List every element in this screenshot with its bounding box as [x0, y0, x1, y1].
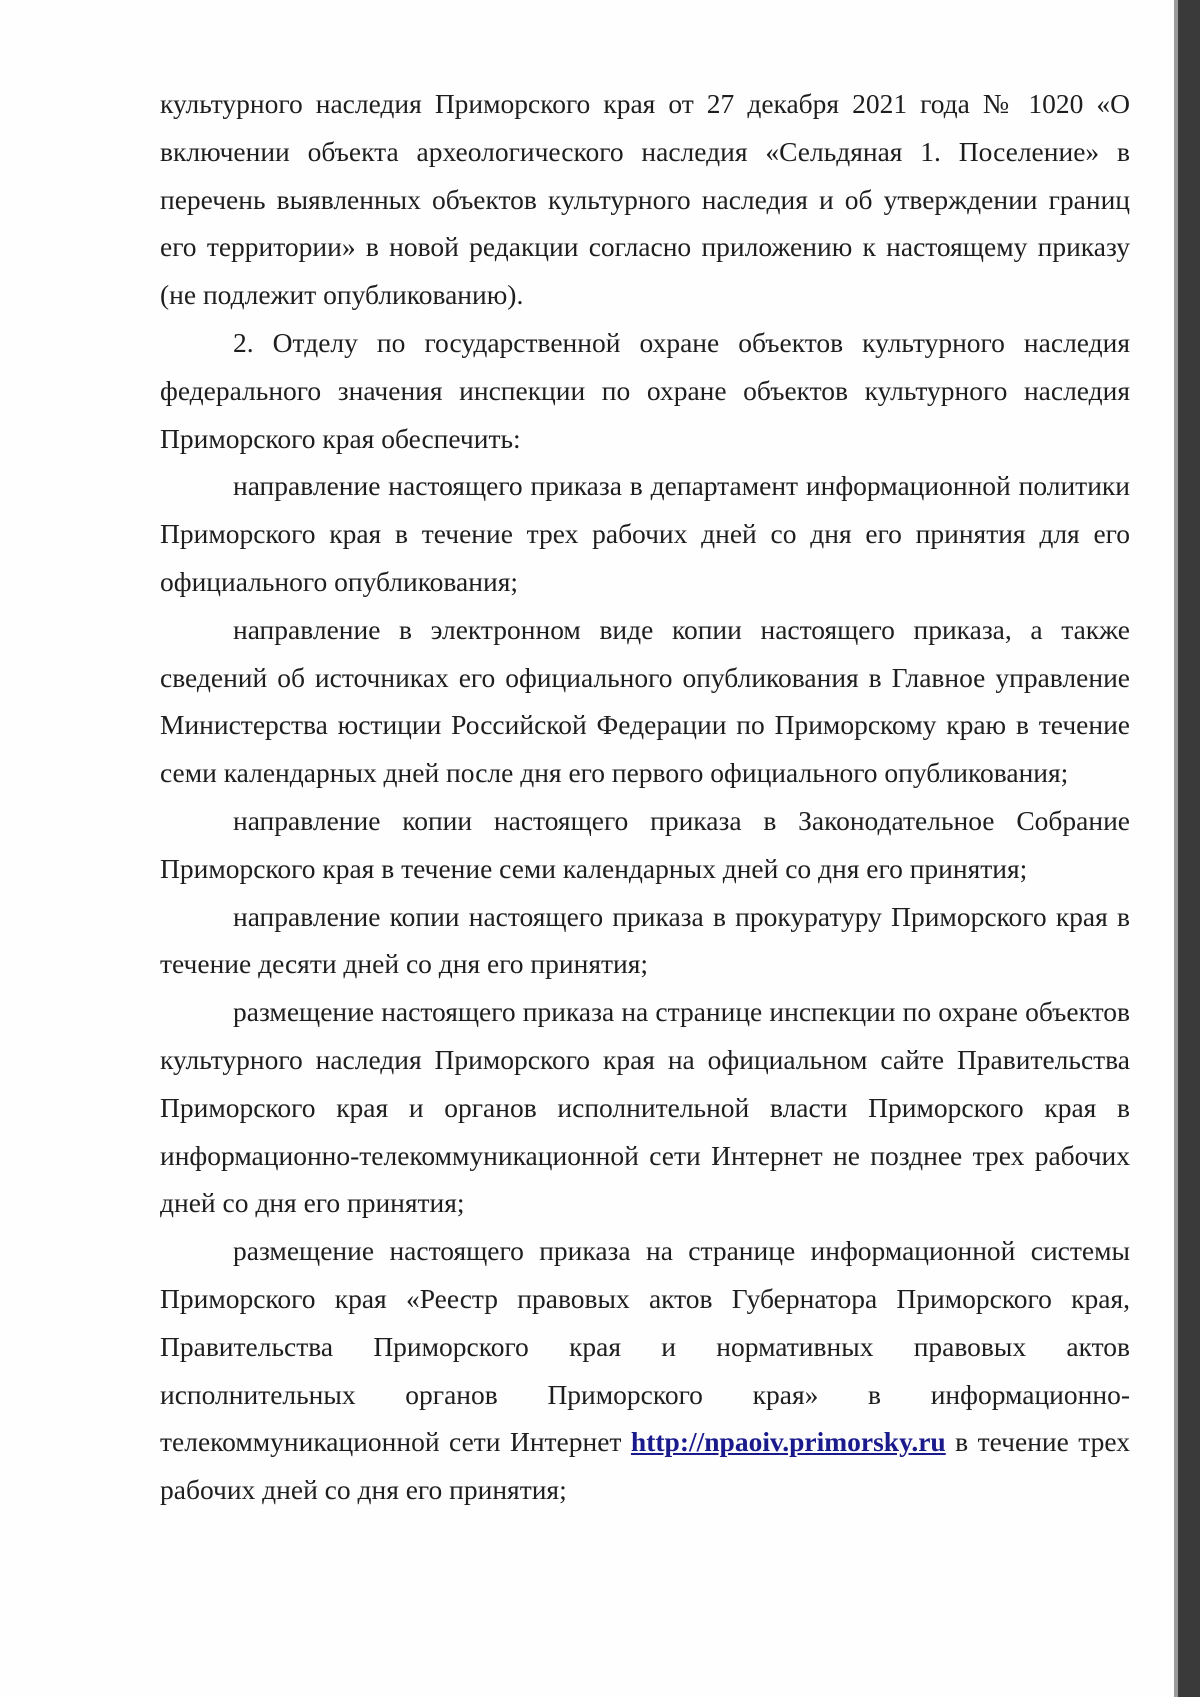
- paragraph-legislative-assembly: направление копии настоящего приказа в Законодательное Собрание Приморского края в течение семи календарных дней со дня его принятия;: [160, 804, 1130, 884]
- paragraph-publication-direction: направление настоящего приказа в департамент информационной политики Приморского края в течение трех рабочих дней со дня его принятия для его официального опубликования;: [160, 470, 1130, 597]
- paragraph-prosecutor: направление копии настоящего приказа в прокуратуру Приморского края в течение десяти дней со дня его принятия;: [160, 900, 1130, 980]
- registry-link[interactable]: http://npaoiv.primorsky.ru: [630, 1426, 946, 1458]
- paragraph-registry: [160, 1227, 1130, 1514]
- registry-text-before-link: размещение настоящего приказа на странице информационной системы Приморского края «Реестр правовых актов Губернатора Приморского края, Правительства Приморского края и нормативных правовых актов исполнительных органов Приморского края» в информационно-телекоммуникационной сети Интернет: [160, 1235, 1130, 1458]
- paragraph-continuation: культурного наследия Приморского края от 27 декабря 2021 года № 1020 «О включении объекта археологического наследия «Сельдяная 1. Поселение» в перечень выявленных объектов культурного наследия и об утверждении границ его территории» в новой редакции согласно приложению к настоящему приказу (не подлежит опубликованию).: [160, 88, 1130, 311]
- paragraph-official-site: размещение настоящего приказа на странице инспекции по охране объектов культурного наследия Приморского края на официальном сайте Правительства Приморского края и органов исполнительной власти Приморского края в информационно-телекоммуникационной сети Интернет не позднее трех рабочих дней со дня его принятия;: [160, 996, 1130, 1219]
- document-body: [160, 80, 1130, 1514]
- paragraph-item-2: 2. Отделу по государственной охране объектов культурного наследия федерального значения инспекции по охране объектов культурного наследия Приморского края обеспечить:: [160, 326, 1130, 454]
- registry-text-after-link: в течение трех рабочих дней со дня его принятия;: [160, 1426, 1130, 1506]
- scan-edge-border: [1178, 0, 1200, 1697]
- paragraph-ministry-justice: направление в электронном виде копии настоящего приказа, а также сведений об источниках его официального опубликования в Главное управление Министерства юстиции Российской Федерации по Приморскому краю в течение семи календарных дней после дня его первого официального опубликования;: [160, 613, 1130, 789]
